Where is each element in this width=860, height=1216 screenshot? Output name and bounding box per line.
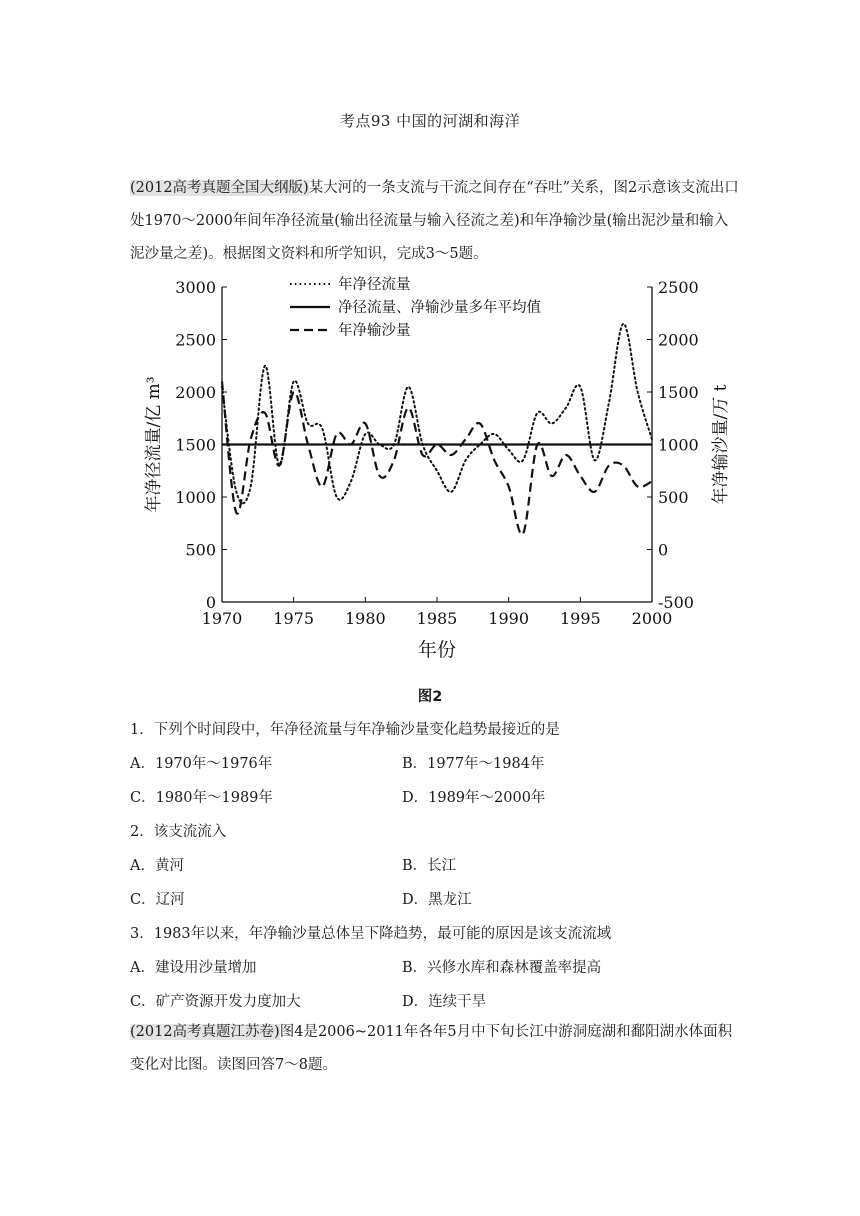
left-axis-title: 年净径流量/亿 m³ [144, 376, 164, 513]
source-tag: (2012高考真题全国大纲版) [130, 180, 309, 196]
question-2-option-c: C．辽河 [130, 892, 185, 908]
question-2-option-b: B．长江 [402, 858, 457, 874]
question-2-stem: 2．该支流流入 [130, 824, 227, 840]
x-tick-label: 1985 [416, 609, 458, 628]
question-1-option-b: B．1977年～1984年 [402, 756, 545, 772]
left-tick-label: 1000 [175, 488, 216, 507]
right-tick-label: 0 [658, 540, 669, 560]
legend-label-1: 年净径流量 [338, 277, 411, 293]
right-tick-label: 1500 [658, 383, 699, 402]
series-line-3 [222, 382, 652, 535]
x-tick-label: 1970 [201, 609, 243, 628]
left-tick-label: 3000 [175, 278, 216, 297]
x-tick-label: 2000 [631, 609, 673, 628]
x-tick-label: 1980 [344, 609, 386, 628]
legend-label-2: 净径流量、净输沙量多年平均值 [338, 300, 541, 316]
left-tick-label: 0 [205, 593, 216, 612]
question-3-option-a: A．建设用沙量增加 [130, 960, 257, 976]
left-tick-label: 2500 [175, 330, 216, 350]
source-tag-2: (2012高考真题江苏卷) [130, 1024, 280, 1040]
right-tick-label: 1000 [658, 435, 699, 455]
x-tick-label: 1975 [273, 609, 315, 628]
question-1-option-c: C．1980年～1989年 [130, 790, 273, 806]
question-1-option-d: D．1989年～2000年 [402, 790, 546, 806]
right-tick-label: 2000 [658, 330, 699, 350]
question-1-option-a: A．1970年～1976年 [130, 756, 273, 772]
page-title: 考点93 中国的河湖和海洋 [339, 112, 521, 130]
question-1-stem: 1．下列个时间段中，年净径流量与年净输沙量变化趋势最接近的是 [130, 722, 560, 738]
figure-caption: 图2 [417, 689, 443, 705]
intro-paragraph [130, 172, 740, 271]
x-tick-label: 1995 [559, 609, 601, 628]
runoff-sediment-chart [130, 272, 740, 672]
x-tick-label: 1990 [488, 609, 530, 628]
right-tick-label: 2500 [658, 278, 699, 297]
question-3-option-d: D．连续干旱 [402, 994, 487, 1010]
question-3-stem: 3．1983年以来，年净输沙量总体呈下降趋势，最可能的原因是该支流流域 [130, 926, 612, 942]
intro-text: 某大河的一条支流与干流之间存在“吞吐”关系，图2示意该支流出口处1970～2000年间年净径流量(输出径流量与输入径流之差)和年净输沙量(输出泥沙量和输入泥沙量之差)。根据图文资料和所学知识，完成3～5题。 [130, 180, 739, 262]
question-2-option-a: A．黄河 [130, 858, 184, 874]
outro-paragraph [130, 1016, 740, 1082]
left-tick-label: 500 [185, 540, 216, 560]
right-axis-title: 年净输沙量/万 t [711, 384, 731, 505]
right-tick-label: -500 [658, 593, 694, 612]
left-tick-label: 2000 [175, 383, 216, 402]
question-3-option-c: C．矿产资源开发力度加大 [130, 994, 301, 1010]
x-axis-title: 年份 [417, 639, 457, 661]
question-2-option-d: D．黑龙江 [402, 892, 472, 908]
left-tick-label: 1500 [175, 435, 216, 455]
outro-text: 图4是2006~2011年各年5月中下旬长江中游洞庭湖和鄱阳湖水体面积变化对比图。读图回答7～8题。 [130, 1024, 733, 1073]
legend-label-3: 年净输沙量 [338, 323, 411, 339]
series-line-1 [222, 324, 652, 504]
right-tick-label: 500 [658, 488, 689, 507]
chart-legend [290, 275, 541, 339]
chart-series [222, 324, 652, 535]
question-3-option-b: B．兴修水库和森林覆盖率提高 [402, 960, 602, 976]
